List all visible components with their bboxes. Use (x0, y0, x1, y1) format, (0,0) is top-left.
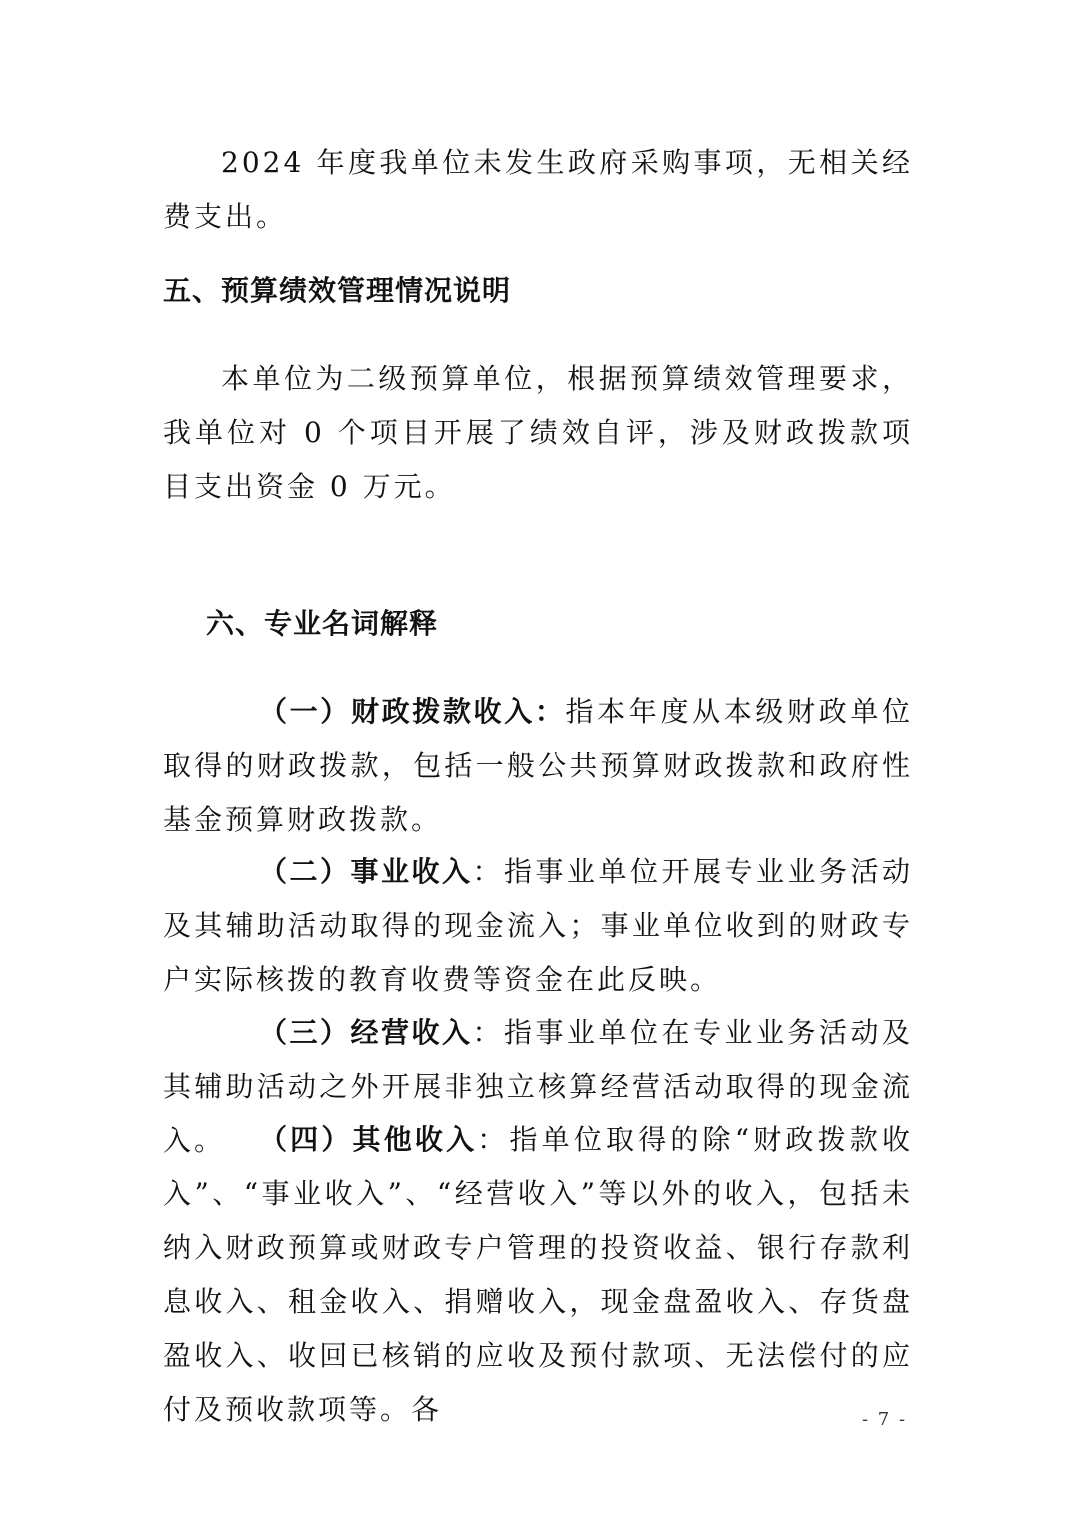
term-fiscal-appropriation (163, 685, 913, 847)
term-business-income (163, 845, 913, 1007)
term-definition: 指本年度从本级财政单位取得的财政拨款，包括一般公共预算财政拨款和政府性基金预算财政拨款。 (163, 695, 913, 836)
term-label: （三）经营收入 (259, 1016, 473, 1049)
section-heading-terminology: 六、专业名词解释 (206, 607, 439, 640)
term-label: （二）事业收入 (259, 855, 473, 888)
term-label: （四）其他收入 (259, 1123, 478, 1156)
term-definition: ：指事业单位在专业业务活动及其辅助活动之外开展非独立核算经营活动取得的现金流入。 (163, 1016, 913, 1157)
term-other-income (163, 1113, 913, 1437)
term-label: （一）财政拨款收入： (259, 695, 566, 728)
page-number: - 7 - (862, 1409, 908, 1430)
procurement-paragraph: 2024 年度我单位未发生政府采购事项，无相关经费支出。 (163, 146, 913, 233)
performance-paragraph: 本单位为二级预算单位，根据预算绩效管理要求，我单位对 0 个项目开展了绩效自评，涉及财政拨款项目支出资金 0 万元。 (163, 362, 913, 503)
section-heading-budget-performance: 五、预算绩效管理情况说明 (163, 274, 512, 307)
term-definition: ：指事业单位开展专业业务活动及其辅助活动取得的现金流入；事业单位收到的财政专户实际核拨的教育收费等资金在此反映。 (163, 855, 913, 996)
term-definition: ：指单位取得的除“财政拨款收入”、“事业收入”、“经营收入”等以外的收入，包括未纳入财政预算或财政专户管理的投资收益、银行存款利息收入、租金收入、捐赠收入，现金盘盈收入、存货盘盈收入、收回已核销的应收及预付款项、无法偿付的应付及预收款项等。各 (163, 1123, 913, 1426)
